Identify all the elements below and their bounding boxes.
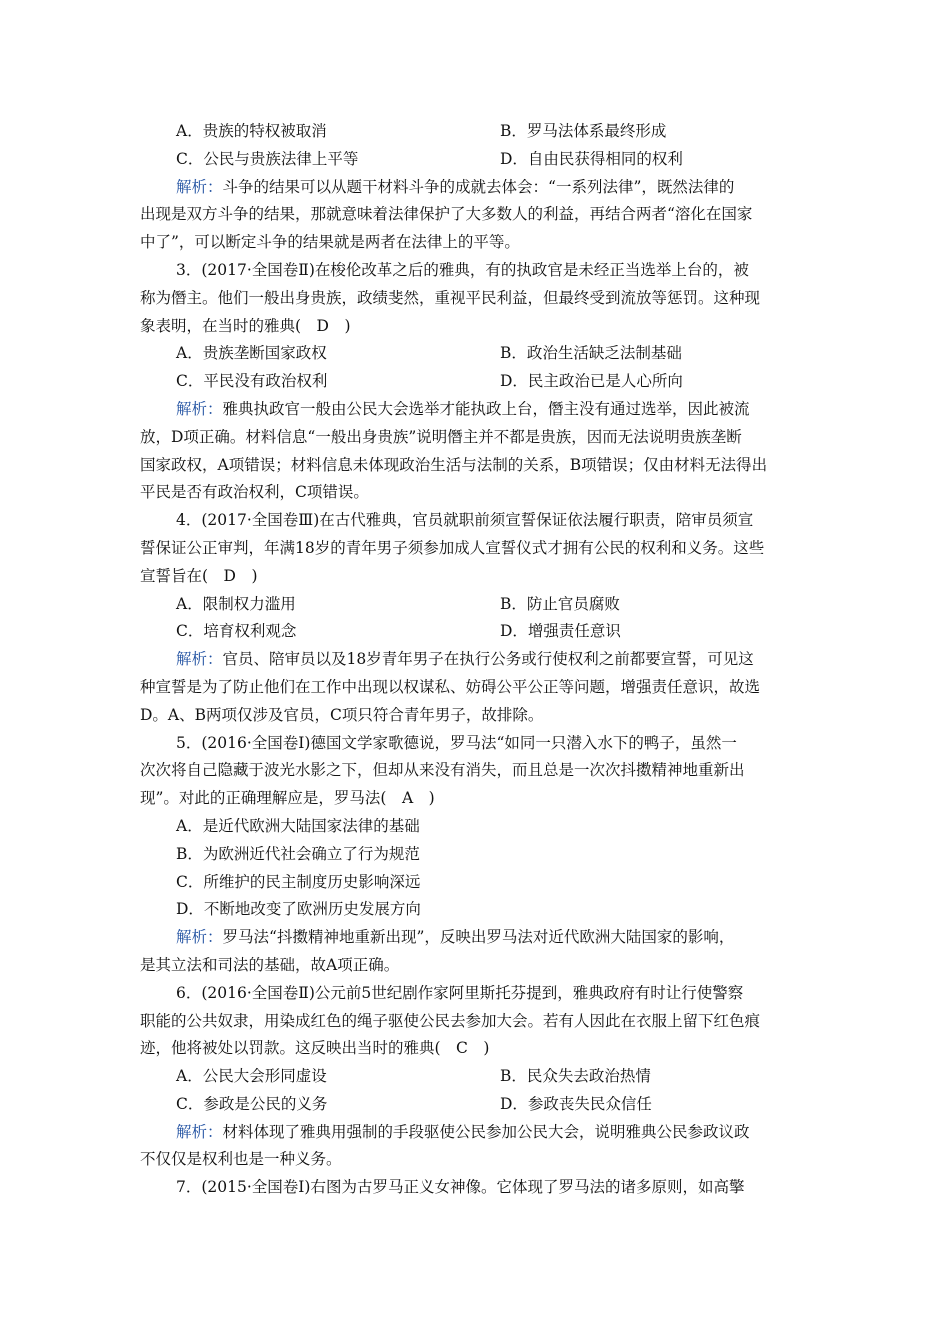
q4-explanation-line-2: 种宣誓是为了防止他们在工作中出现以权谋私、妨碍公平公正等问题，增强责任意识，故选 (140, 677, 761, 696)
q5-stem-line-1: 5．(2016·全国卷Ⅰ)德国文学家歌德说，罗马法“如同一只潜入水下的鸭子，虽然一 (176, 733, 737, 752)
q6-option-c: C．参政是公民的义务 (176, 1094, 328, 1113)
q5-explanation-line-1: 解析：罗马法“抖擞精神地重新出现”，反映出罗马法对近代欧洲大陆国家的影响， (176, 928, 735, 947)
q2-options-row-1 (140, 118, 812, 146)
q4-option-c: C．培育权利观念 (176, 622, 297, 641)
q6-option-d: D．参政丧失民众信任 (500, 1094, 652, 1113)
q3-options-row-2 (140, 368, 812, 396)
q4-explanation-label: 解析： (176, 650, 223, 669)
q3-stem-line-2: 称为僭主。他们一般出身贵族，政绩斐然，重视平民利益，但最终受到流放等惩罚。这种现 (140, 288, 761, 307)
q2-explanation-label: 解析： (176, 177, 223, 196)
q3-explanation-label: 解析： (176, 399, 223, 418)
q2-explanation-line-2: 出现是双方斗争的结果，那就意味着法律保护了大多数人的利益，再结合两者“溶化在国家 (140, 205, 753, 224)
q4-option-a: A．限制权力滥用 (176, 594, 296, 613)
q5-stem-line-3: 现”。对此的正确理解应是，罗马法( A ) (140, 789, 435, 808)
q3-option-d: D．民主政治已是人心所向 (500, 372, 683, 391)
page-content (140, 118, 812, 1202)
q4-option-d: D．增强责任意识 (500, 622, 621, 641)
q3-option-c: C．平民没有政治权利 (176, 372, 328, 391)
q4-stem-line-3: 宣誓旨在( D ) (140, 566, 258, 585)
q4-options-row-1 (140, 591, 812, 619)
q3-stem-line-3: 象表明，在当时的雅典( D ) (140, 316, 351, 335)
q2-options-row-2 (140, 146, 812, 174)
q6-explanation-label: 解析： (176, 1122, 223, 1141)
q7-stem-line-1: 7．(2015·全国卷Ⅰ)右图为古罗马正义女神像。它体现了罗马法的诸多原则，如高擎 (176, 1178, 745, 1197)
q5-option-b: B．为欧洲近代社会确立了行为规范 (176, 844, 420, 863)
q2-option-d: D．自由民获得相同的权利 (500, 149, 683, 168)
q4-stem-line-1: 4．(2017·全国卷Ⅲ)在古代雅典，官员就职前须宣誓保证依法履行职责，陪审员须宣 (176, 511, 754, 530)
q2-option-b: B．罗马法体系最终形成 (500, 122, 667, 140)
q6-option-a: A．公民大会形同虚设 (176, 1067, 327, 1086)
q6-stem-line-3: 迹，他将被处以罚款。这反映出当时的雅典( C ) (140, 1039, 490, 1058)
q3-explanation-line-3: 国家政权，A项错误；材料信息未体现政治生活与法制的关系，B项错误；仅由材料无法得出 (140, 455, 768, 474)
q6-options-row-2 (140, 1091, 812, 1119)
q2-explanation-line-3: 中了”，可以断定斗争的结果就是两者在法律上的平等。 (140, 233, 520, 252)
q5-explanation-line-2: 是其立法和司法的基础，故A项正确。 (140, 955, 400, 974)
q2-option-a: A．贵族的特权被取消 (176, 122, 327, 140)
q3-options-row-1 (140, 340, 812, 368)
q3-explanation-line-4: 平民是否有政治权利，C项错误。 (140, 483, 369, 502)
q6-explanation-line-1: 解析：材料体现了雅典用强制的手段驱使公民参加公民大会，说明雅典公民参政议政 (176, 1122, 750, 1141)
q3-explanation-line-2: 放，D项正确。材料信息“一般出身贵族”说明僭主并不都是贵族，因而无法说明贵族垄断 (140, 427, 742, 446)
q5-option-d: D．不断地改变了欧洲历史发展方向 (176, 900, 421, 919)
q5-explanation-label: 解析： (176, 928, 223, 947)
q4-stem-line-2: 誓保证公正审判，年满18岁的青年男子须参加成人宣誓仪式才拥有公民的权利和义务。这些 (140, 538, 765, 557)
q6-explanation-line-2: 不仅仅是权利也是一种义务。 (140, 1150, 342, 1169)
q6-stem-line-1: 6．(2016·全国卷Ⅱ)公元前5世纪剧作家阿里斯托芬提到，雅典政府有时让行使警察 (176, 983, 744, 1002)
q4-options-row-2 (140, 618, 812, 646)
q2-explanation-line-1: 解析：斗争的结果可以从题干材料斗争的成就去体会：“一系列法律”，既然法律的 (176, 177, 735, 196)
q5-option-c: C．所维护的民主制度历史影响深远 (176, 872, 421, 891)
q4-option-b: B．防止官员腐败 (500, 594, 620, 613)
q3-option-b: B．政治生活缺乏法制基础 (500, 344, 682, 363)
q6-options-row-1 (140, 1063, 812, 1091)
q3-stem-line-1: 3．(2017·全国卷Ⅱ)在梭伦改革之后的雅典，有的执政官是未经正当选举上台的，被 (176, 260, 749, 279)
q6-stem-line-2: 职能的公共奴隶，用染成红色的绳子驱使公民去参加大会。若有人因此在衣服上留下红色痕 (140, 1011, 761, 1030)
q5-stem-line-2: 次次将自己隐藏于波光水影之下，但却从来没有消失，而且总是一次次抖擞精神地重新出 (140, 761, 745, 780)
q5-option-a: A．是近代欧洲大陆国家法律的基础 (176, 816, 420, 835)
q6-option-b: B．民众失去政治热情 (500, 1067, 651, 1086)
q3-option-a: A．贵族垄断国家政权 (176, 344, 327, 363)
q3-explanation-line-1: 解析：雅典执政官一般由公民大会选举才能执政上台，僭主没有通过选举，因此被流 (176, 399, 750, 418)
q2-option-c: C．公民与贵族法律上平等 (176, 149, 359, 168)
q4-explanation-line-3: D。A、B两项仅涉及官员，C项只符合青年男子，故排除。 (140, 705, 544, 724)
q4-explanation-line-1: 解析：官员、陪审员以及18岁青年男子在执行公务或行使权利之前都要宣誓，可见这 (176, 650, 754, 669)
